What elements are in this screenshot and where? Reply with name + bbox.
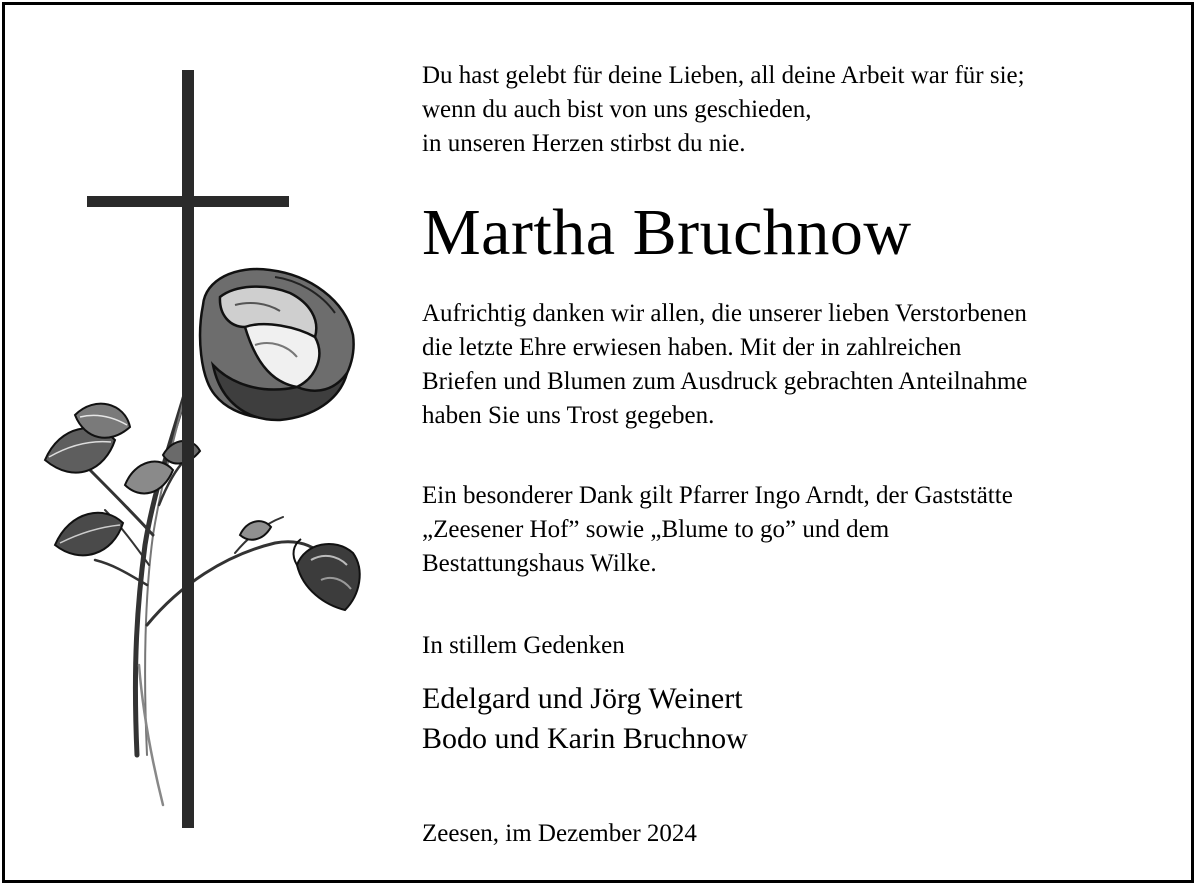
rose-bud	[294, 539, 360, 610]
thanks-line: die letzte Ehre erwiesen haben. Mit der in zahlreichen	[422, 334, 962, 361]
verse-line: Du hast gelebt für deine Lieben, all deine Arbeit war für sie;	[422, 62, 1025, 89]
thanks-line: haben Sie uns Trost gegeben.	[422, 402, 715, 429]
special-thanks-line: Bestattungshaus Wilke.	[422, 550, 657, 577]
remembrance-line: In stillem Gedenken	[422, 632, 625, 659]
notice-frame	[2, 2, 1194, 883]
thanks-paragraph	[422, 297, 1027, 433]
rose-leaves	[45, 404, 271, 556]
signer-name: Edelgard und Jörg Weinert	[422, 682, 743, 715]
special-thanks-line: „Zeesener Hof” sowie „Blume to go” und dem	[422, 516, 890, 543]
special-thanks-paragraph	[422, 479, 1013, 581]
thanks-line: Aufrichtig danken wir allen, die unserer lieben Verstorbenen	[422, 300, 1027, 327]
signers-block	[422, 679, 748, 759]
verse-line: wenn du auch bist von uns geschieden,	[422, 96, 812, 123]
rose-bloom	[200, 269, 353, 420]
thanks-line: Briefen und Blumen zum Ausdruck gebrachten Anteilnahme	[422, 368, 1028, 395]
special-thanks-line: Ein besonderer Dank gilt Pfarrer Ingo Arndt, der Gaststätte	[422, 482, 1013, 509]
signer-name: Bodo und Karin Bruchnow	[422, 722, 748, 755]
deceased-name: Martha Bruchnow	[422, 196, 912, 269]
rose-stems	[85, 395, 325, 805]
cross-icon	[87, 70, 289, 828]
verse-line: in unseren Herzen stirbst du nie.	[422, 130, 746, 157]
cross-and-rose-illustration	[35, 65, 375, 835]
memorial-verse	[422, 59, 1025, 161]
place-and-date: Zeesen, im Dezember 2024	[422, 820, 697, 847]
